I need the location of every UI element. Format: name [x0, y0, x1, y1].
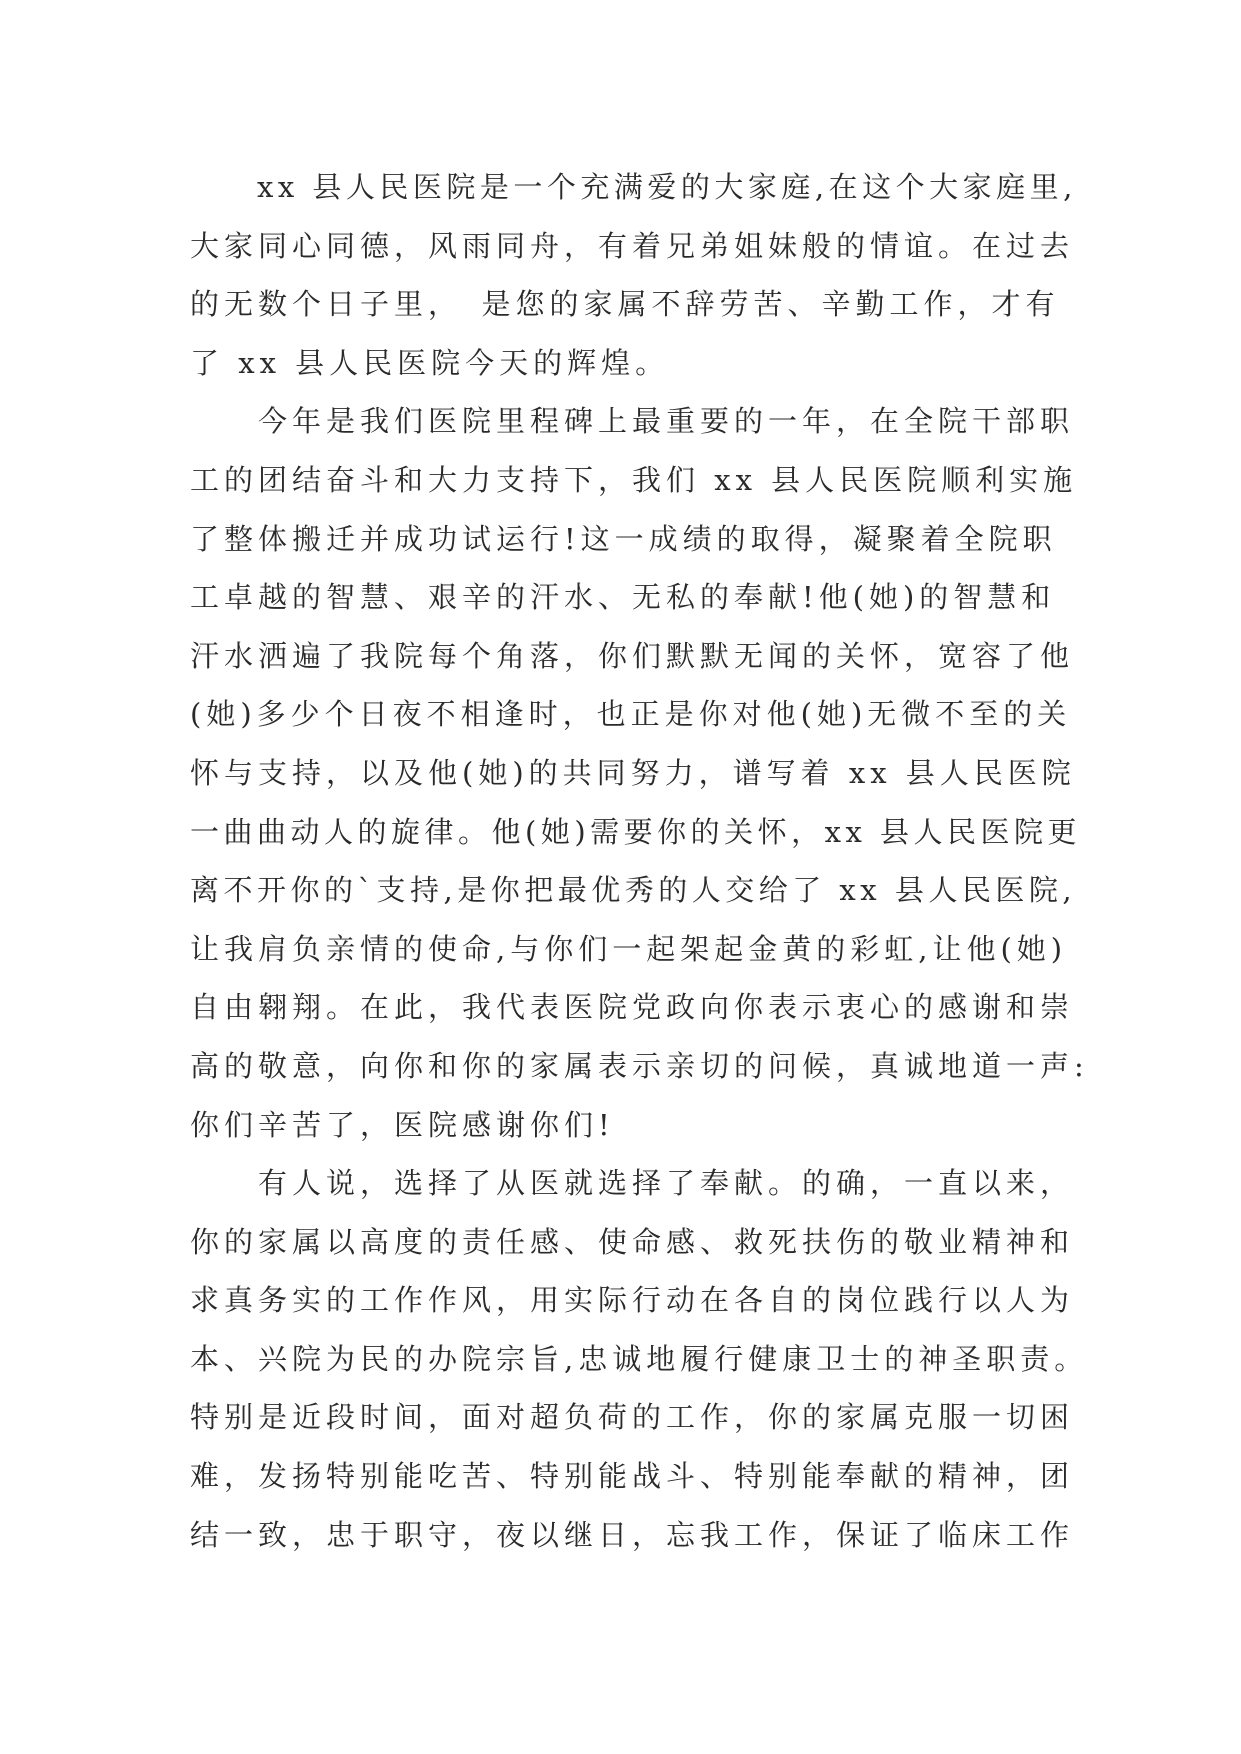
text-line: 有人说，选择了从医就选择了奉献。的确，一直以来， [190, 1166, 1075, 1201]
text-line: 一曲曲动人的旋律。他(她)需要你的关怀，xx 县人民医院更 [190, 814, 1082, 849]
text-line: 的无数个日子里， 是您的家属不辞劳苦、辛勤工作，才有 [190, 287, 1060, 322]
text-line: 工卓越的智慧、艰辛的汗水、无私的奉献!他(她)的智慧和 [190, 580, 1056, 615]
text-line: 特别是近段时间，面对超负荷的工作，你的家属克服一切困 [190, 1400, 1075, 1435]
text-line: 你们辛苦了，医院感谢你们! [190, 1107, 615, 1142]
text-line: xx 县人民医院是一个充满爱的大家庭,在这个大家庭里, [190, 170, 1077, 204]
text-line: 汗水洒遍了我院每个角落，你们默默无闻的关怀，宽容了他 [190, 638, 1075, 673]
text-line: (她)多少个日夜不相逢时，也正是你对他(她)无微不至的关 [190, 697, 1072, 732]
text-line: 求真务实的工作作风，用实际行动在各自的岗位践行以人为 [190, 1283, 1075, 1318]
body-text [190, 158, 1090, 1564]
text-line: 工的团结奋斗和大力支持下，我们 xx 县人民医院顺利实施 [190, 462, 1078, 497]
paragraph-3 [190, 1154, 1090, 1564]
text-line: 你的家属以高度的责任感、使命感、救死扶伤的敬业精神和 [190, 1224, 1075, 1259]
text-line: 让我肩负亲情的使命,与你们一起架起金黄的彩虹,让他(她) [190, 931, 1068, 966]
text-line: 难，发扬特别能吃苦、特别能战斗、特别能奉献的精神，团 [190, 1459, 1075, 1494]
text-line: 离不开你的`支持,是你把最优秀的人交给了 xx 县人民医院, [190, 873, 1077, 908]
text-line: 大家同心同德，风雨同舟，有着兄弟姐妹般的情谊。在过去 [190, 228, 1075, 263]
paragraph-2 [190, 392, 1090, 1154]
text-line: 自由翱翔。在此，我代表医院党政向你表示衷心的感谢和崇 [190, 990, 1075, 1025]
text-line: 本、兴院为民的办院宗旨,忠诚地履行健康卫士的神圣职责。 [190, 1341, 1089, 1376]
text-line: 了 xx 县人民医院今天的辉煌。 [190, 345, 670, 380]
paragraph-1 [190, 158, 1090, 392]
text-line: 怀与支持，以及他(她)的共同努力，谱写着 xx 县人民医院 [190, 755, 1076, 790]
text-line: 今年是我们医院里程碑上最重要的一年，在全院干部职 [190, 404, 1075, 439]
text-line: 结一致，忠于职守，夜以继日，忘我工作，保证了临床工作 [190, 1517, 1075, 1552]
text-line: 高的敬意，向你和你的家属表示亲切的问候，真诚地道一声: [190, 1048, 1089, 1083]
text-line: 了整体搬迁并成功试运行!这一成绩的取得，凝聚着全院职 [190, 521, 1057, 556]
